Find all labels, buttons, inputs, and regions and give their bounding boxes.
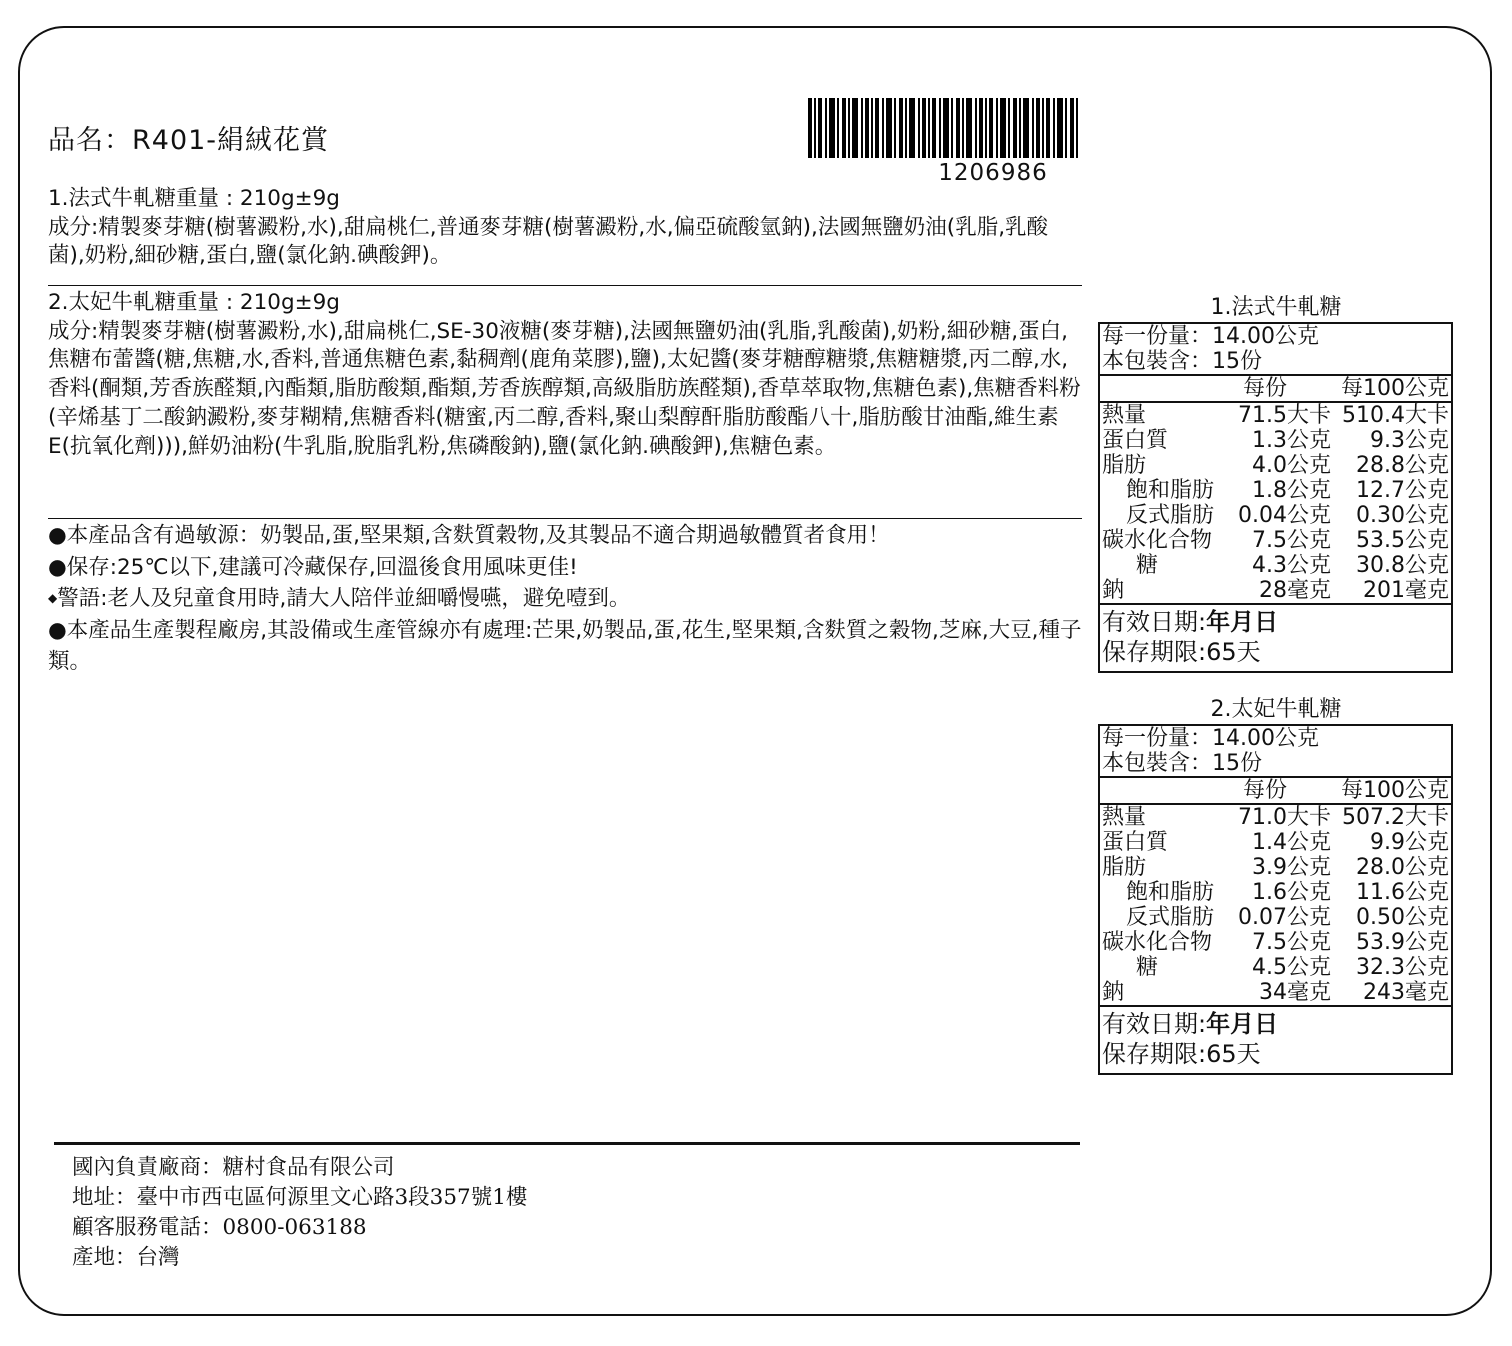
serving-size: 每一份量：14.00公克 bbox=[1102, 324, 1319, 349]
barcode-number: 1206986 bbox=[938, 160, 1048, 186]
column-header-row bbox=[1102, 376, 1451, 401]
nutrient-per100: 12.7公克 bbox=[1356, 478, 1449, 503]
product-name: 品名：R401-絹絨花賞 bbox=[48, 125, 330, 156]
diamond-bullet-icon: ◆ bbox=[48, 591, 58, 605]
nutrient-name: 反式脂肪 bbox=[1126, 503, 1215, 528]
nutrient-row-sodium bbox=[1102, 980, 1451, 1005]
footer-divider bbox=[54, 1142, 1080, 1145]
column-headers bbox=[1100, 778, 1451, 803]
nutrient-per100: 9.9公克 bbox=[1370, 830, 1449, 855]
nutrient-per: 28毫克 bbox=[1259, 578, 1331, 603]
nutrient-row-sugar bbox=[1102, 553, 1451, 578]
nutrient-row-fat bbox=[1102, 855, 1451, 880]
nutrition-table bbox=[1098, 322, 1453, 673]
col-per-serving: 每份 bbox=[1242, 376, 1287, 401]
nutrient-name: 飽和脂肪 bbox=[1126, 880, 1215, 905]
nutrient-row-energy bbox=[1102, 403, 1451, 428]
nutrient-per100: 0.50公克 bbox=[1356, 905, 1449, 930]
nutrient-per100: 510.4大卡 bbox=[1342, 403, 1449, 428]
nutrient-row-saturated-fat bbox=[1102, 880, 1451, 905]
nutrient-row-sodium bbox=[1102, 578, 1451, 603]
nutrient-per100: 28.8公克 bbox=[1356, 453, 1449, 478]
nutrient-per100: 53.5公克 bbox=[1356, 528, 1449, 553]
nutrient-per100: 0.30公克 bbox=[1356, 503, 1449, 528]
col-per-100g: 每100公克 bbox=[1341, 376, 1449, 401]
expiry-value: 年月日 bbox=[1206, 608, 1279, 636]
serving-info bbox=[1100, 324, 1451, 374]
nutrient-name: 蛋白質 bbox=[1102, 428, 1169, 453]
servings-per-pack: 本包裝含：15份 bbox=[1102, 751, 1262, 776]
nutrient-name: 飽和脂肪 bbox=[1126, 478, 1215, 503]
nutrient-name: 碳水化合物 bbox=[1102, 528, 1213, 553]
nutrient-per: 71.0大卡 bbox=[1238, 805, 1331, 830]
nutrient-per100: 32.3公克 bbox=[1356, 955, 1449, 980]
nutrient-row-sugar bbox=[1102, 955, 1451, 980]
footer bbox=[72, 1153, 527, 1273]
nutrient-name: 碳水化合物 bbox=[1102, 930, 1213, 955]
nutrient-row-carbohydrate bbox=[1102, 930, 1451, 955]
nutrient-per: 4.3公克 bbox=[1252, 553, 1331, 578]
expiry-info bbox=[1100, 1007, 1451, 1073]
nutrient-name: 蛋白質 bbox=[1102, 830, 1169, 855]
column-headers bbox=[1100, 376, 1451, 401]
nutrient-row-carbohydrate bbox=[1102, 528, 1451, 553]
nutrient-per: 34毫克 bbox=[1259, 980, 1331, 1005]
nutrient-per: 7.5公克 bbox=[1252, 528, 1331, 553]
ingredients-text: 成分:精製麥芽糖(樹薯澱粉,水),甜扁桃仁,SE-30液糖(麥芽糖),法國無鹽奶油(乳脂,乳酸菌),奶粉,細砂糖,蛋白,焦糖布蕾醬(糖,焦糖,水,香料,普通焦糖色素,黏稠劑(鹿角菜膠),鹽),太妃醬(麥芽糖醇糖漿,焦糖糖漿,丙二醇,水,香料(酮類,芳香族醛類,內酯類,脂肪酸類,酯類,芳香族醇類,高級脂肪族醛類),香草萃取物,焦糖色素),焦糖香料粉(辛烯基丁二酸鈉澱粉,麥芽糊精,焦糖香料(糖蜜,丙二醇,香料,聚山梨醇酐脂肪酸酯八十,脂肪酸甘油酯,維生素E(抗氧化劑))),鮮奶油粉(牛乳脂,脫脂乳粉,焦磷酸鈉),鹽(氯化鈉.碘酸鉀),焦糖色素。 bbox=[48, 318, 1081, 459]
nutrient-name: 脂肪 bbox=[1102, 855, 1147, 880]
nutrient-row-trans-fat bbox=[1102, 905, 1451, 930]
nutrient-per: 4.5公克 bbox=[1252, 955, 1331, 980]
nutrient-per: 3.9公克 bbox=[1252, 855, 1331, 880]
nutrient-name: 反式脂肪 bbox=[1126, 905, 1215, 930]
nutrient-per: 1.8公克 bbox=[1252, 478, 1331, 503]
section-toffee-nougat bbox=[48, 289, 1082, 461]
expiry-value: 年月日 bbox=[1206, 1010, 1279, 1038]
nutrient-name: 脂肪 bbox=[1102, 453, 1147, 478]
nutrient-name: 鈉 bbox=[1102, 578, 1125, 603]
nutrient-rows bbox=[1100, 805, 1451, 1005]
expiry-date bbox=[1102, 1009, 1449, 1039]
nutrient-per100: 9.3公克 bbox=[1370, 428, 1449, 453]
expiry-info bbox=[1100, 605, 1451, 671]
column-header-row bbox=[1102, 778, 1451, 803]
nutrient-per: 0.04公克 bbox=[1238, 503, 1331, 528]
serving-info bbox=[1100, 726, 1451, 776]
storage-note: ●保存:25℃以下,建議可冷藏保存,回溫後食用風味更佳! bbox=[48, 554, 578, 580]
shelf-life: 保存期限:65天 bbox=[1102, 1040, 1261, 1068]
nutrition-table bbox=[1098, 724, 1453, 1075]
nutrient-per: 1.3公克 bbox=[1252, 428, 1331, 453]
nutrient-per: 7.5公克 bbox=[1252, 930, 1331, 955]
nutrient-row-trans-fat bbox=[1102, 503, 1451, 528]
divider bbox=[48, 285, 1082, 286]
nutrient-row-saturated-fat bbox=[1102, 478, 1451, 503]
nutrient-per100: 11.6公克 bbox=[1356, 880, 1449, 905]
nutrient-name: 熱量 bbox=[1102, 403, 1147, 428]
nutrient-per: 4.0公克 bbox=[1252, 453, 1331, 478]
nutrient-per: 0.07公克 bbox=[1238, 905, 1331, 930]
divider bbox=[48, 518, 1082, 519]
nutrient-per100: 201毫克 bbox=[1363, 578, 1449, 603]
expiry-label: 有效日期: bbox=[1102, 1010, 1207, 1038]
nutrient-row-protein bbox=[1102, 428, 1451, 453]
nutrient-name: 鈉 bbox=[1102, 980, 1125, 1005]
section-heading: 1.法式牛軋糖重量 : 210g±9g bbox=[48, 186, 340, 211]
notes-block bbox=[48, 520, 1082, 678]
nutrient-row-fat bbox=[1102, 453, 1451, 478]
expiry-label: 有效日期: bbox=[1102, 608, 1207, 636]
section-french-nougat bbox=[48, 185, 1082, 271]
expiry-date bbox=[1102, 607, 1449, 637]
nutrient-per: 71.5大卡 bbox=[1238, 403, 1331, 428]
barcode bbox=[808, 98, 1078, 158]
warning-note bbox=[48, 583, 1082, 615]
ingredients-text: 成分:精製麥芽糖(樹薯澱粉,水),甜扁桃仁,普通麥芽糖(樹薯澱粉,水,偏亞硫酸氫鈉),法國無鹽奶油(乳脂,乳酸菌),奶粉,細砂糖,蛋白,鹽(氯化鈉.碘酸鉀)。 bbox=[48, 214, 1049, 269]
customer-phone: 顧客服務電話：0800-063188 bbox=[72, 1215, 367, 1240]
nutrient-per100: 243毫克 bbox=[1363, 980, 1449, 1005]
nutrient-name: 糖 bbox=[1136, 553, 1159, 578]
nutrient-per100: 28.0公克 bbox=[1356, 855, 1449, 880]
nutrition-title: 1.法式牛軋糖 bbox=[1210, 295, 1342, 320]
nutrient-per100: 53.9公克 bbox=[1356, 930, 1449, 955]
nutrient-name: 糖 bbox=[1136, 955, 1159, 980]
nutrient-per100: 30.8公克 bbox=[1356, 553, 1449, 578]
nutrient-name: 熱量 bbox=[1102, 805, 1147, 830]
nutrient-row-protein bbox=[1102, 830, 1451, 855]
allergen-note: ●本產品含有過敏源：奶製品,蛋,堅果類,含麩質穀物,及其製品不適合期過敏體質者食用！ bbox=[48, 523, 890, 548]
nutrient-per100: 507.2大卡 bbox=[1342, 805, 1449, 830]
shelf-life: 保存期限:65天 bbox=[1102, 638, 1261, 666]
origin: 產地：台灣 bbox=[72, 1245, 180, 1270]
nutrient-per: 1.6公克 bbox=[1252, 880, 1331, 905]
warning-text: 警語:老人及兒童食用時,請大人陪伴並細嚼慢嚥，避免噎到。 bbox=[57, 586, 631, 611]
nutrient-row-energy bbox=[1102, 805, 1451, 830]
serving-size: 每一份量：14.00公克 bbox=[1102, 726, 1319, 751]
address: 地址：臺中市西屯區何源里文心路3段357號1樓 bbox=[72, 1185, 528, 1210]
manufacturer: 國內負責廠商：糖村食品有限公司 bbox=[72, 1155, 395, 1180]
servings-per-pack: 本包裝含：15份 bbox=[1102, 349, 1262, 374]
nutrition-title: 2.太妃牛軋糖 bbox=[1210, 697, 1342, 722]
col-per-100g: 每100公克 bbox=[1341, 778, 1449, 803]
nutrient-rows bbox=[1100, 403, 1451, 603]
col-per-serving: 每份 bbox=[1242, 778, 1287, 803]
section-heading: 2.太妃牛軋糖重量 : 210g±9g bbox=[48, 290, 340, 315]
facility-note: ●本產品生產製程廠房,其設備或生產管線亦有處理:芒果,奶製品,蛋,花生,堅果類,含麩質之穀物,芝麻,大豆,種子類。 bbox=[48, 617, 1082, 674]
nutrient-per: 1.4公克 bbox=[1252, 830, 1331, 855]
